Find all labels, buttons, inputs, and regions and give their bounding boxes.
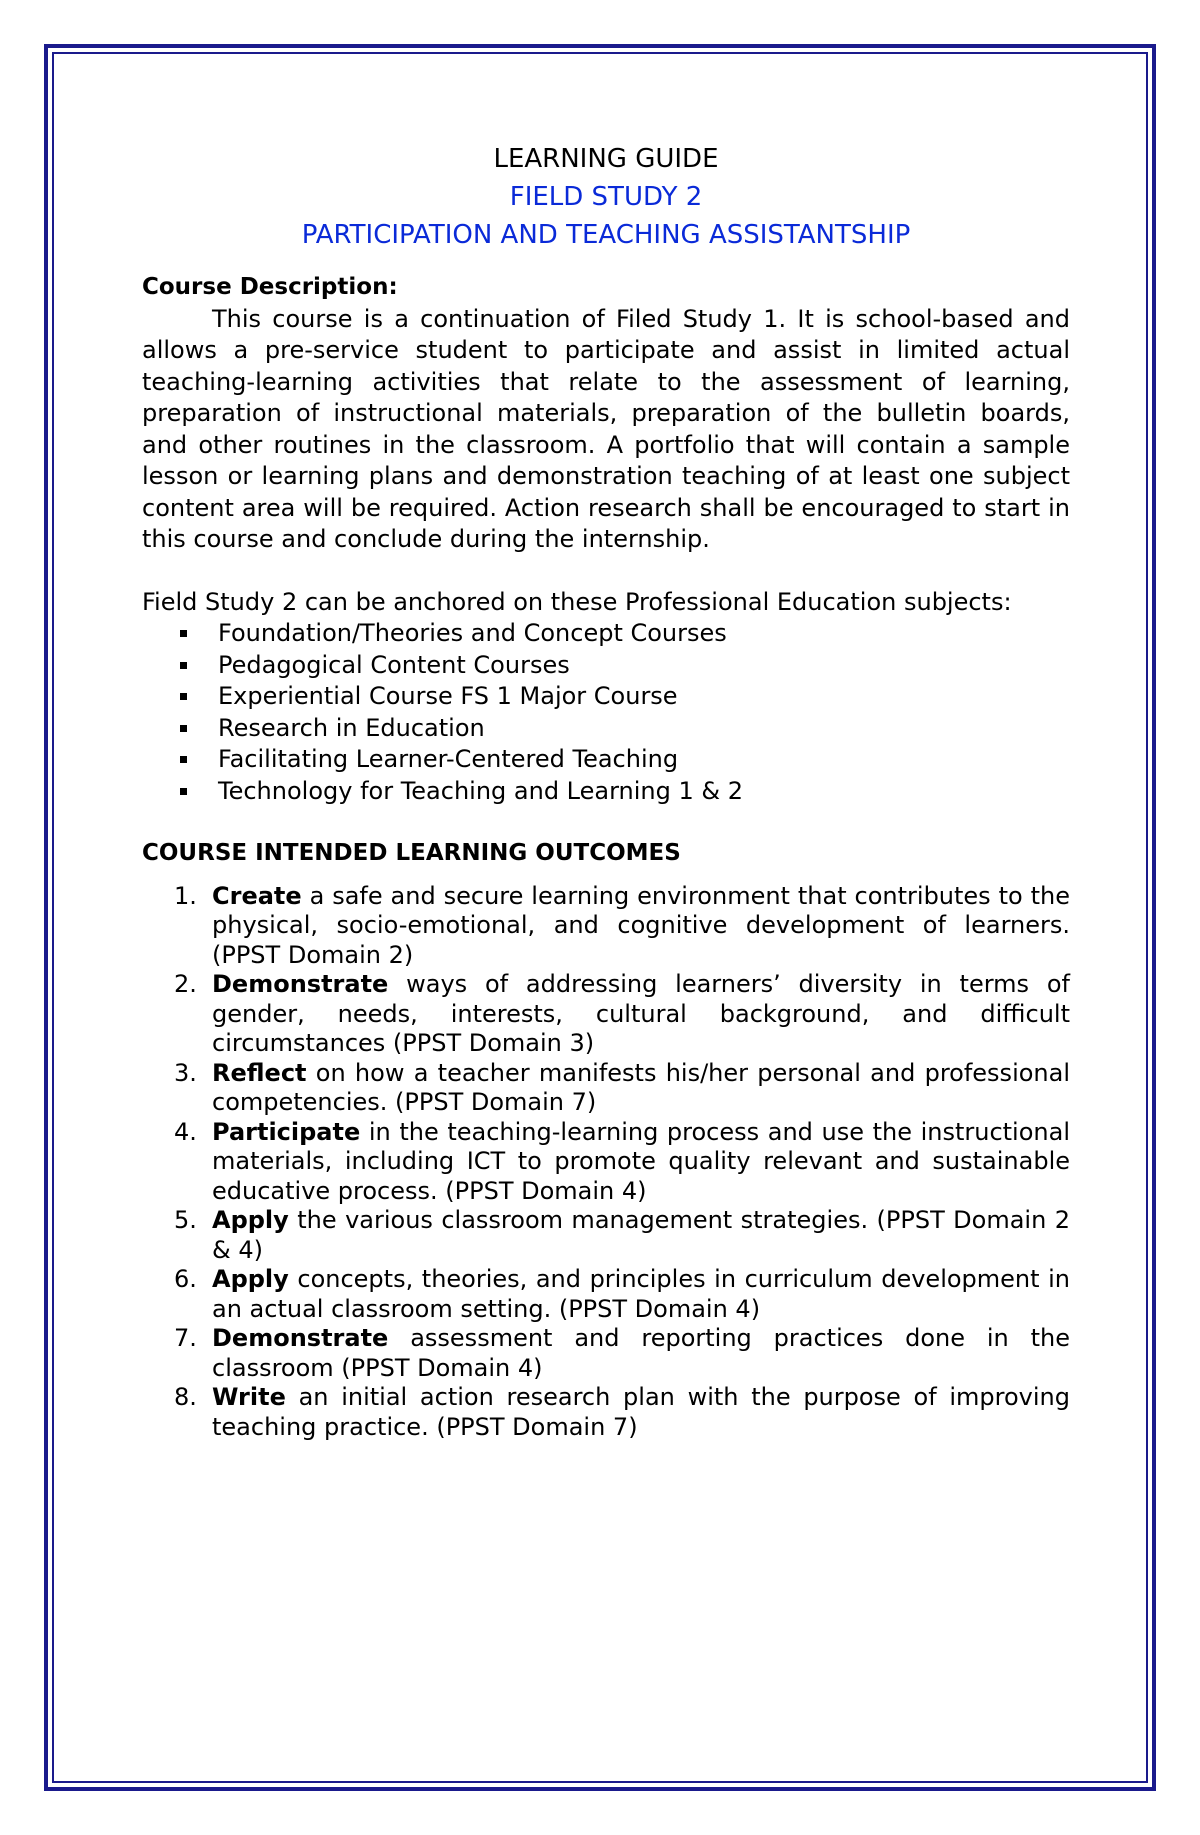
item-number: 3. <box>174 1058 197 1087</box>
description-text: This course is a continuation of Filed Study 1. It is school-based and allows a pre-service student to participate and assist in limited actual teaching-learning activities that relate to the assessment of learning, preparation of instructional materials, preparation of the bulletin boards, and other routines in the classroom. A portfolio that will contain a sample lesson or learning plans and demonstration teaching of at least one subject content area will be required. Action research shall be encouraged to start in this course and conclude during the internship. <box>142 304 1070 553</box>
list-item <box>142 1118 1070 1207</box>
list-item <box>142 882 1070 971</box>
item-verb: Reflect <box>212 1058 307 1087</box>
course-name: PARTICIPATION AND TEACHING ASSISTANTSHIP <box>301 220 911 250</box>
item-verb: Demonstrate <box>212 970 389 998</box>
item-verb: Create <box>212 881 302 910</box>
item-verb: Participate <box>212 1117 361 1146</box>
item-number: 1. <box>174 881 197 910</box>
item-verb: Write <box>212 1383 286 1411</box>
list-item <box>142 1383 1070 1442</box>
item-text: on how a teacher manifests his/her personal and professional competencies. (PPST Domain 7) <box>212 1058 1070 1116</box>
list-item: Experiential Course FS 1 Major Course <box>180 681 1070 713</box>
item-number: 7. <box>174 1324 197 1352</box>
item-text: the various classroom management strategies. (PPST Domain 2 & 4) <box>212 1206 1070 1264</box>
item-verb: Apply <box>212 1206 289 1234</box>
description-heading: Course Description: <box>142 274 398 300</box>
anchor-subject-list <box>142 618 1070 807</box>
list-item <box>142 1324 1070 1383</box>
list-item <box>142 1206 1070 1265</box>
item-number: 4. <box>174 1117 197 1146</box>
anchors-intro: Field Study 2 can be anchored on these Professional Education subjects: <box>142 587 1012 616</box>
item-text: ways of addressing learners’ diversity in terms of gender, needs, interests, cultural background, and difficult circumstances (PPST Domain 3) <box>212 970 1070 1057</box>
item-text: assessment and reporting practices done in the classroom (PPST Domain 4) <box>212 1324 1070 1382</box>
list-item: Pedagogical Content Courses <box>180 650 1070 682</box>
list-item: Foundation/Theories and Concept Courses <box>180 618 1070 650</box>
title-block <box>142 140 1070 254</box>
item-text: a safe and secure learning environment that contributes to the physical, socio-emotional, and cognitive development of learners. (PPST Domain 2) <box>212 881 1070 969</box>
item-verb: Demonstrate <box>212 1324 389 1352</box>
item-number: 5. <box>174 1206 197 1234</box>
item-text: concepts, theories, and principles in curriculum development in an actual classroom setting. (PPST Domain 4) <box>212 1265 1070 1323</box>
list-item <box>142 1059 1070 1118</box>
page-title: LEARNING GUIDE <box>493 144 719 174</box>
item-number: 2. <box>174 970 197 998</box>
item-text: in the teaching-learning process and use the instructional materials, including ICT to promote quality relevant and sustainable educative process. (PPST Domain 4) <box>212 1117 1070 1205</box>
page-subtitle: FIELD STUDY 2 <box>509 182 703 212</box>
list-item: Facilitating Learner-Centered Teaching <box>180 744 1070 776</box>
outcomes-list <box>142 882 1070 1443</box>
outcomes-heading: COURSE INTENDED LEARNING OUTCOMES <box>142 840 681 866</box>
item-text: an initial action research plan with the purpose of improving teaching practice. (PPST Domain 7) <box>212 1383 1070 1441</box>
item-number: 8. <box>174 1383 197 1411</box>
document-body <box>142 140 1070 1442</box>
item-number: 6. <box>174 1265 197 1293</box>
list-item <box>142 970 1070 1059</box>
list-item: Technology for Teaching and Learning 1 & 2 <box>180 776 1070 808</box>
list-item: Research in Education <box>180 713 1070 745</box>
list-item <box>142 1265 1070 1324</box>
item-verb: Apply <box>212 1265 289 1293</box>
